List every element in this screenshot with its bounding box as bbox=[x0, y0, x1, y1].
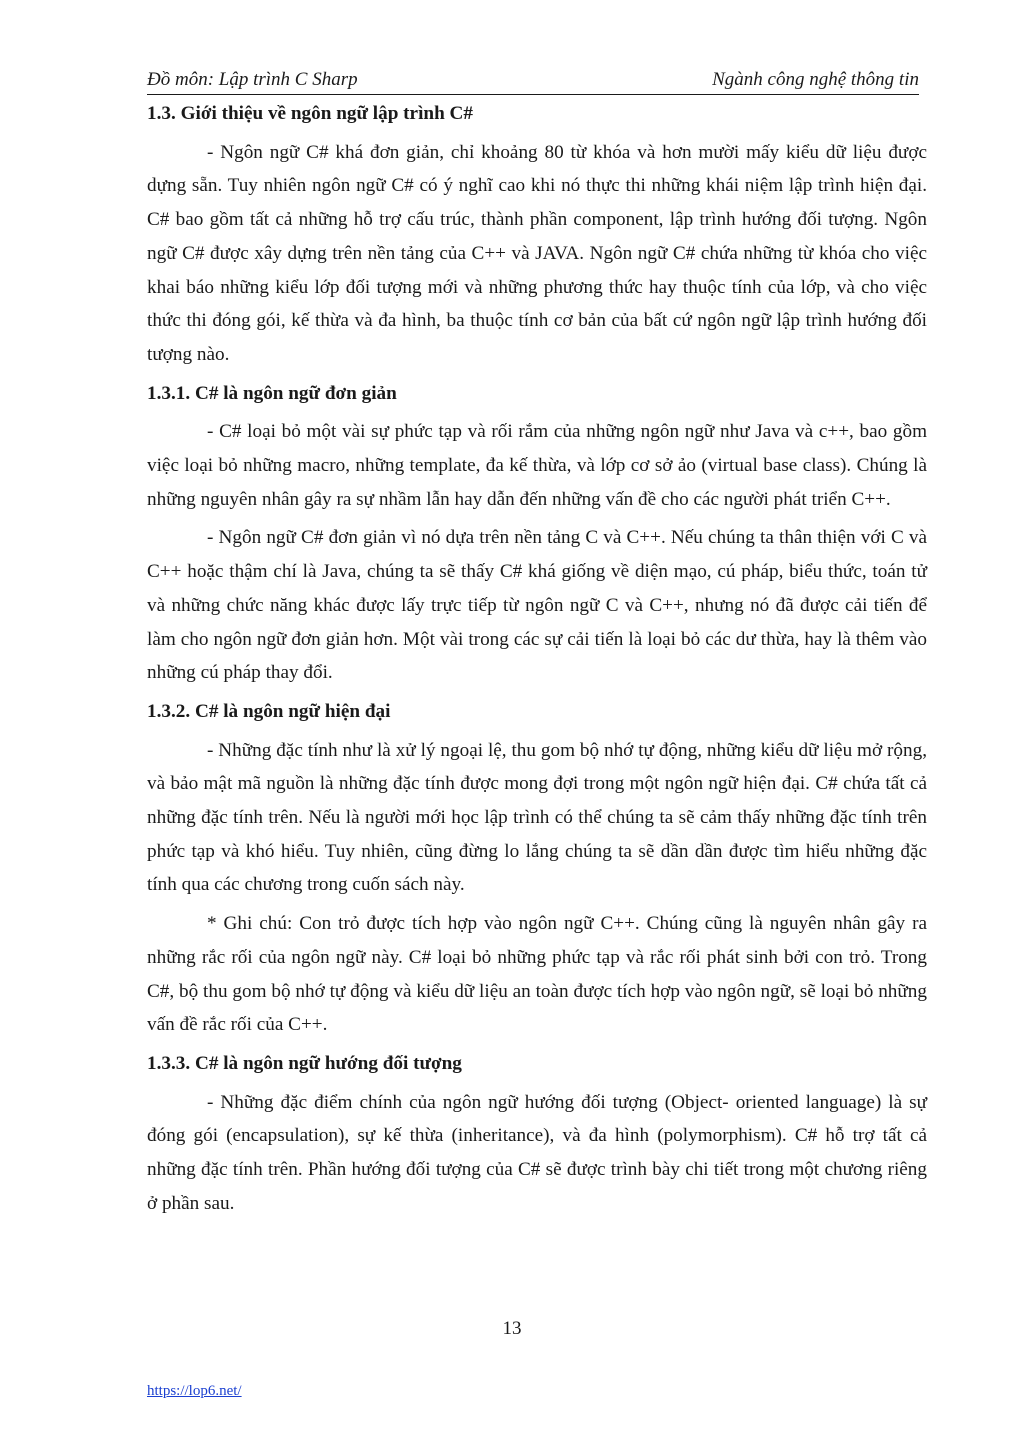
paragraph-modern-note: * Ghi chú: Con trỏ được tích hợp vào ngôn ngữ C++. Chúng cũng là nguyên nhân gây ra những rắc rối của ngôn ngữ này. C# loại bỏ những phức tạp và rắc rối phát sinh bởi con trỏ. Trong C#, bộ thu gom bộ nhớ tự động và kiểu dữ liệu an toàn được tích hợp vào ngôn ngữ, sẽ loại bỏ những vấn đề rắc rối của C++. bbox=[147, 913, 927, 1036]
section-heading-modern: 1.3.2. C# là ngôn ngữ hiện đại bbox=[147, 700, 391, 722]
header-department: Ngành công nghệ thông tin bbox=[712, 69, 919, 90]
footer-link[interactable]: https://lop6.net/ bbox=[147, 1383, 242, 1399]
page-number: 13 bbox=[502, 1318, 522, 1339]
paragraph-modern-1: - Những đặc tính như là xử lý ngoại lệ, thu gom bộ nhớ tự động, những kiểu dữ liệu mở rộng, và bảo mật mã nguồn là những đặc tính được mong đợi trong một ngôn ngữ hiện đại. C# chứa tất cả những đặc tính trên. Nếu là người mới học lập trình có thể chúng ta sẽ cảm thấy những đặc tính trên phức tạp và khó hiểu. Tuy nhiên, cũng đừng lo lắng chúng ta sẽ dần dần được tìm hiểu những đặc tính qua các chương trong cuốn sách này. bbox=[147, 739, 927, 896]
document-body bbox=[147, 97, 927, 1221]
paragraph-oop-1: - Những đặc điểm chính của ngôn ngữ hướng đối tượng (Object- oriented language) là sự đóng gói (encapsulation), sự kế thừa (inheritance), và đa hình (polymorphism). C# hỗ trợ tất cả những đặc tính trên. Phần hướng đối tượng của C# sẽ được trình bày chi tiết trong một chương riêng ở phần sau. bbox=[147, 1091, 927, 1214]
section-heading-intro: 1.3. Giới thiệu về ngôn ngữ lập trình C# bbox=[147, 103, 473, 124]
header-course-title: Đồ môn: Lập trình C Sharp bbox=[147, 69, 358, 90]
paragraph-simple-1: - C# loại bỏ một vài sự phức tạp và rối rắm của những ngôn ngữ như Java và c++, bao gồm việc loại bỏ những macro, những template, đa kế thừa, và lớp cơ sở ảo (virtual base class). Chúng là những nguyên nhân gây ra sự nhầm lẫn hay dẫn đến những vấn đề cho các người phát triển C++. bbox=[147, 421, 927, 510]
running-header bbox=[147, 66, 919, 95]
section-heading-oop: 1.3.3. C# là ngôn ngữ hướng đối tượng bbox=[147, 1052, 462, 1074]
paragraph-intro: - Ngôn ngữ C# khá đơn giản, chỉ khoảng 80 từ khóa và hơn mười mấy kiểu dữ liệu được dựng sẵn. Tuy nhiên ngôn ngữ C# có ý nghĩ cao khi nó thực thi những khái niệm lập trình hiện đại. C# bao gồm tất cả những hỗ trợ cấu trúc, thành phần component, lập trình hướng đối tượng. Ngôn ngữ C# được xây dựng trên nền tảng của C++ và JAVA. Ngôn ngữ C# chứa những từ khóa cho việc khai báo những kiểu lớp đối tượng mới và những phương thức hay thuộc tính của lớp, và cho việc thức thi đóng gói, kế thừa và đa hình, ba thuộc tính cơ bản của bất cứ ngôn ngữ lập trình hướng đối tượng nào. bbox=[147, 141, 927, 365]
paragraph-simple-2: - Ngôn ngữ C# đơn giản vì nó dựa trên nền tảng C và C++. Nếu chúng ta thân thiện với C và C++ hoặc thậm chí là Java, chúng ta sẽ thấy C# khá giống về diện mạo, cú pháp, biểu thức, toán tử và những chức năng khác được lấy trực tiếp từ ngôn ngữ C và C++, nhưng nó đã được cải tiến để làm cho ngôn ngữ đơn giản hơn. Một vài trong các sự cải tiến là loại bỏ các dư thừa, hay là thêm vào những cú pháp thay đổi. bbox=[147, 527, 927, 684]
section-heading-simple: 1.3.1. C# là ngôn ngữ đơn giản bbox=[147, 382, 397, 404]
